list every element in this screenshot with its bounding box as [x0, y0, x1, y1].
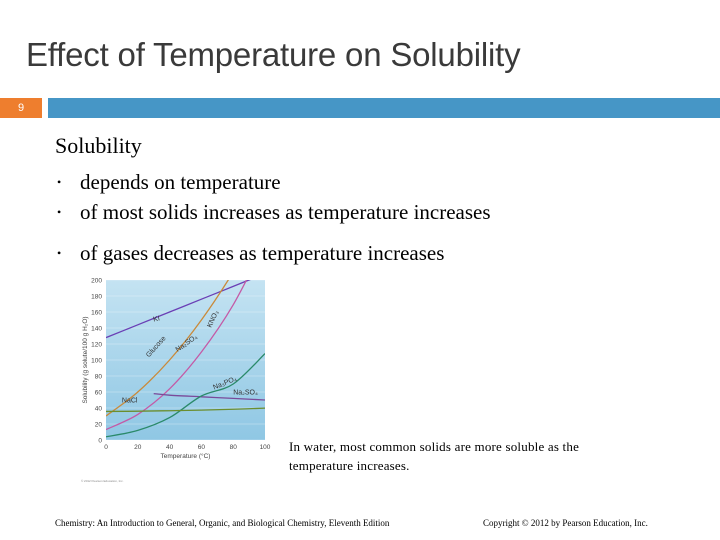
bullet-text: of gases decreases as temperature increases: [80, 241, 445, 265]
bullet-item: [55, 239, 491, 267]
x-tick-label: 100: [259, 444, 271, 451]
footer-book-title: Chemistry: An Introduction to General, Organic, and Biological Chemistry, Eleventh Edition: [55, 518, 390, 528]
y-tick-label: 140: [91, 325, 102, 333]
y-tick-label: 160: [91, 309, 102, 317]
chart-caption: In water, most common solids are more soluble as the temperature increases.: [289, 439, 580, 473]
slide-title: Effect of Temperature on Solubility: [26, 36, 521, 73]
solubility-chart: [78, 277, 278, 487]
series-label: Na₂SO₄: [233, 389, 258, 397]
bullet-dot-icon: •: [57, 205, 62, 219]
x-axis-label: Temperature (°C): [160, 453, 211, 460]
x-tick-label: 0: [104, 444, 108, 451]
x-tick-label: 40: [165, 444, 174, 451]
content-heading: Solubility: [55, 133, 142, 158]
bullet-item: [55, 198, 491, 226]
bullet-text: of most solids increases as temperature increases: [80, 200, 491, 224]
chart-credit: © 2012 Pearson Education, Inc.: [81, 479, 124, 483]
bullet-dot-icon: •: [57, 175, 62, 189]
y-tick-label: 80: [94, 373, 102, 381]
y-tick-label: 0: [98, 437, 102, 445]
bullet-list: [55, 168, 491, 267]
series-label: Glucose: [145, 335, 168, 359]
slide-number: 9: [0, 98, 42, 118]
y-tick-label: 40: [94, 405, 102, 413]
series-label: Na₂SO₄: [174, 333, 199, 354]
y-tick-label: 20: [94, 421, 102, 429]
bullet-item: [55, 168, 491, 196]
bullet-dot-icon: •: [57, 246, 62, 260]
series-label: NaCl: [121, 397, 138, 405]
accent-bar: [48, 98, 720, 118]
y-axis-label: Solubility (g solute/100 g H₂O): [82, 316, 89, 404]
x-tick-label: 20: [134, 444, 142, 451]
y-tick-label: 120: [91, 341, 102, 349]
series-label: Na₃PO₄: [212, 375, 238, 392]
footer-copyright: Copyright © 2012 by Pearson Education, Inc.: [483, 518, 648, 528]
series-label: KNO₃: [206, 309, 221, 329]
series-label: KI: [152, 315, 161, 324]
bullet-text: depends on temperature: [80, 170, 281, 194]
x-tick-label: 80: [229, 444, 237, 451]
y-tick-label: 200: [91, 277, 102, 285]
x-tick-label: 60: [197, 444, 206, 451]
y-tick-label: 60: [94, 389, 102, 397]
y-tick-label: 180: [91, 293, 102, 301]
y-tick-label: 100: [91, 357, 102, 365]
